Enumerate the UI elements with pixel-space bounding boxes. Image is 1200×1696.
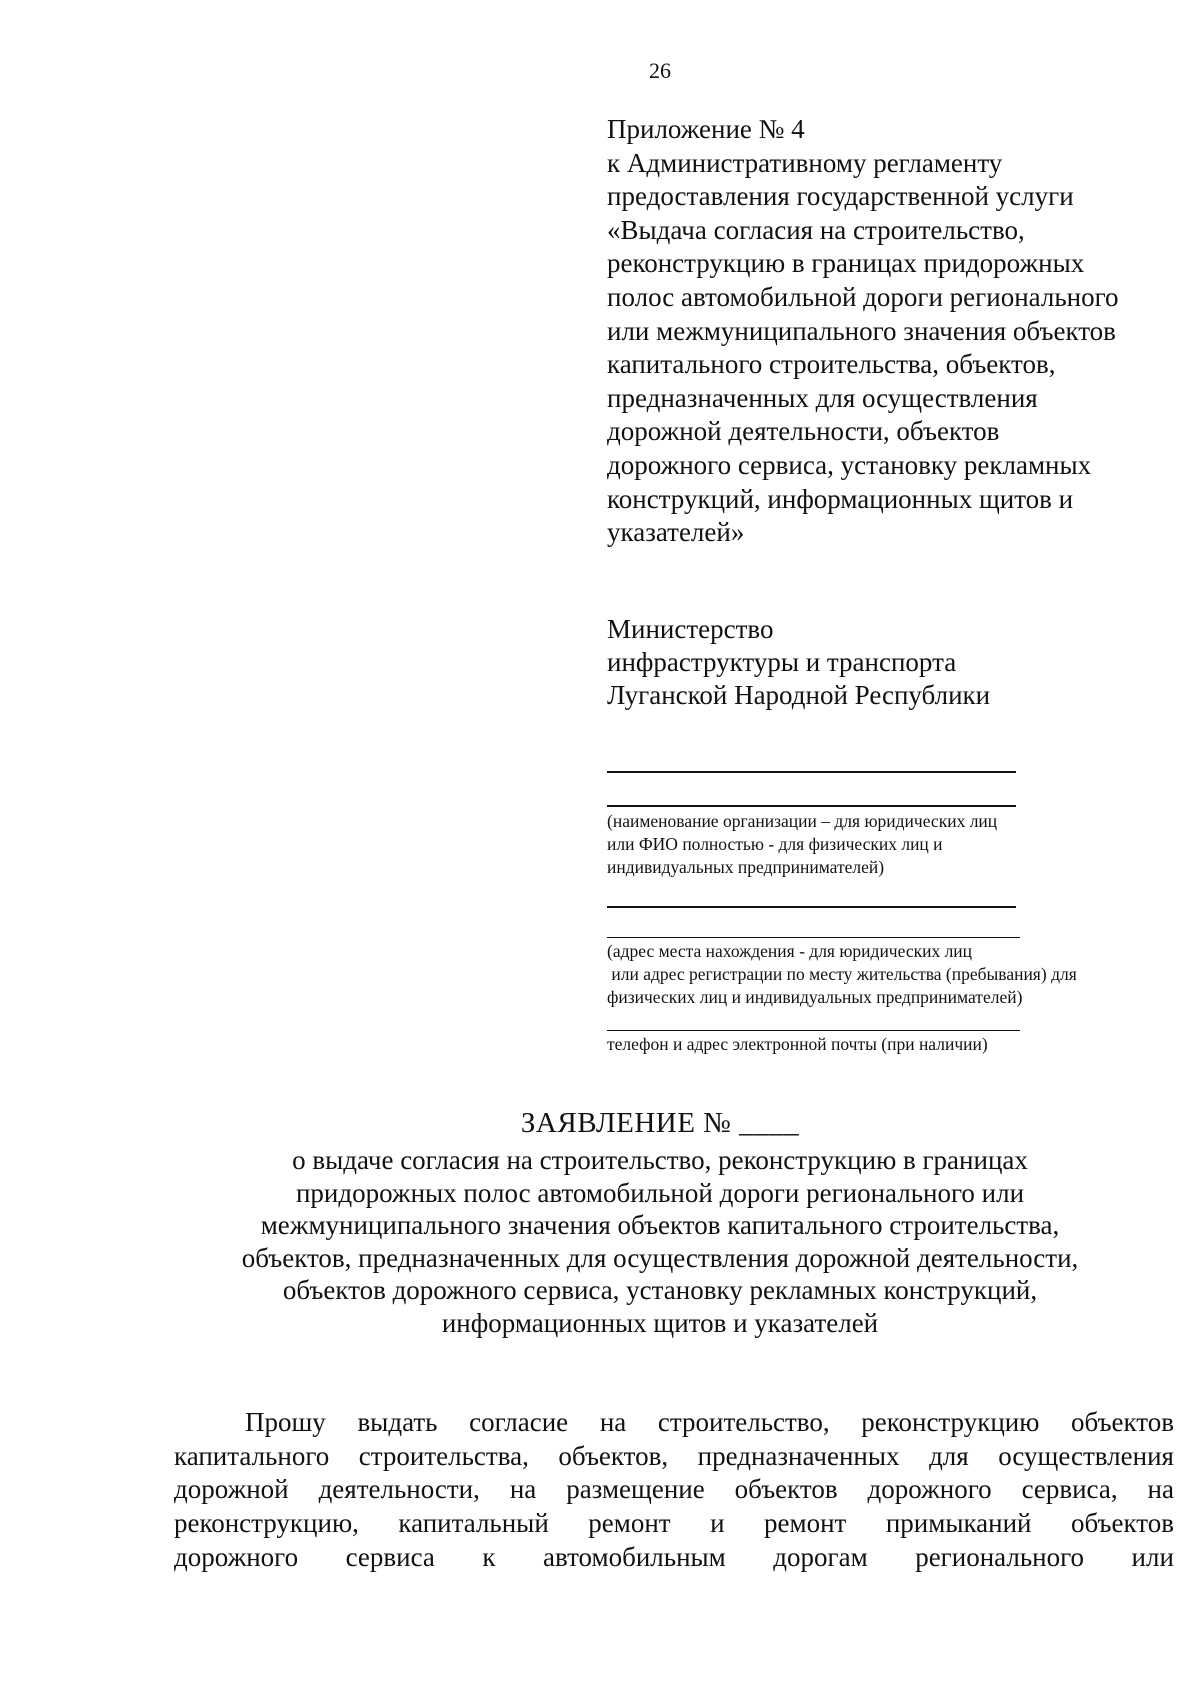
caption-line: индивидуальных предпринимателей) — [607, 857, 885, 877]
appendix-line: дорожного сервиса, установку рекламных — [607, 449, 1092, 480]
caption-line: или ФИО полностью - для физических лиц и — [607, 834, 943, 854]
word: объектов, — [558, 1440, 669, 1471]
caption-line: или адрес регистрации по месту жительства (пребывания) для — [607, 964, 1077, 984]
contact-blank-line[interactable] — [607, 1030, 1020, 1031]
appendix-line: капитального строительства, объектов, — [607, 349, 1056, 380]
word: размещение — [566, 1474, 705, 1505]
appendix-line: к Административному регламенту — [607, 147, 1003, 178]
appendix-line: дорожной деятельности, объектов — [607, 416, 1000, 447]
word: автомобильным — [543, 1541, 726, 1572]
appendix-line: Приложение № 4 — [607, 114, 805, 144]
caption-line: (адрес места нахождения - для юридических лиц — [607, 941, 973, 961]
word: выдать — [357, 1407, 438, 1437]
caption-line: физических лиц и индивидуальных предпринимателей) — [607, 987, 1023, 1007]
word: сервиса, — [1021, 1474, 1118, 1505]
paragraph-line — [174, 1473, 1174, 1507]
ministry-line: Луганской Народной Республики — [607, 680, 991, 710]
appendix-line: или межмуниципального значения объектов — [607, 315, 1116, 346]
word: деятельности, — [318, 1474, 480, 1505]
word: дорожного — [174, 1541, 299, 1572]
appendix-line: конструкций, информационных щитов и — [607, 483, 1074, 514]
word: предназначенных — [697, 1440, 900, 1471]
word: строительство, — [657, 1407, 830, 1437]
application-subtitle — [0, 1144, 1200, 1340]
appendix-line: указателей» — [607, 517, 745, 548]
word: для — [929, 1440, 969, 1471]
application-title: ЗАЯВЛЕНИЕ № ____ — [520, 1107, 800, 1139]
word: дорожной — [174, 1474, 289, 1505]
request-paragraph — [174, 1406, 1174, 1575]
ministry-addressee — [607, 613, 1167, 712]
word: к — [482, 1541, 496, 1572]
paragraph-line — [174, 1440, 1174, 1474]
organization-caption — [607, 810, 997, 879]
contact-caption: телефон и адрес электронной почты (при наличии) — [607, 1034, 988, 1054]
subtitle-line: информационных щитов и указателей — [441, 1307, 879, 1338]
appendix-line: полос автомобильной дороги регионального — [607, 281, 1119, 312]
word: ремонт — [764, 1508, 847, 1539]
organization-blank-line[interactable] — [607, 771, 1016, 773]
paragraph-line — [174, 1541, 1174, 1575]
appendix-line: реконструкцию в границах придорожных — [607, 248, 1085, 279]
word: примыканий — [885, 1508, 1032, 1539]
address-blank-line[interactable] — [607, 937, 1020, 938]
word: и — [710, 1508, 725, 1539]
word: или — [1131, 1541, 1174, 1572]
word: реконструкцию — [861, 1407, 1040, 1437]
appendix-line: предоставления государственной услуги — [607, 181, 1074, 212]
word: капитального — [174, 1440, 330, 1471]
word: регионального — [915, 1541, 1085, 1572]
ministry-line: инфраструктуры и транспорта — [607, 647, 957, 677]
caption-line: (наименование организации – для юридических лиц — [607, 811, 998, 831]
word: на — [1147, 1474, 1174, 1505]
word: на — [509, 1474, 537, 1505]
organization-blank-line[interactable] — [607, 805, 1016, 807]
ministry-line: Министерство — [607, 614, 774, 644]
paragraph-line — [174, 1507, 1174, 1541]
word: осуществления — [998, 1440, 1174, 1471]
word: строительства, — [358, 1440, 529, 1471]
word: согласие — [469, 1407, 569, 1437]
page-number: 26 — [649, 58, 671, 83]
word: дорожного — [867, 1474, 992, 1505]
appendix-line: предназначенных для осуществления — [607, 382, 1038, 413]
subtitle-line: объектов, предназначенных для осуществления дорожной деятельности, — [241, 1242, 1079, 1273]
subtitle-line: придорожных полос автомобильной дороги регионального или — [295, 1177, 1025, 1208]
appendix-line: «Выдача согласия на строительство, — [607, 214, 1025, 245]
word: Прошу — [245, 1407, 326, 1437]
word: дорогам — [773, 1541, 868, 1572]
word: сервиса — [345, 1541, 435, 1572]
address-blank-line[interactable] — [607, 906, 1016, 908]
word: на — [599, 1407, 627, 1437]
subtitle-line: о выдаче согласия на строительство, реконструкцию в границах — [292, 1145, 1028, 1175]
subtitle-line: объектов дорожного сервиса, установку рекламных конструкций, — [282, 1275, 1038, 1306]
subtitle-line: межмуниципального значения объектов капитального строительства, — [260, 1210, 1060, 1241]
appendix-header — [607, 113, 1167, 550]
word: реконструкцию, — [174, 1508, 359, 1539]
word: объектов — [1071, 1407, 1174, 1437]
paragraph-line — [174, 1406, 1174, 1440]
word: объектов — [734, 1474, 838, 1505]
word: объектов — [1070, 1508, 1174, 1539]
word: капитальный — [398, 1508, 549, 1539]
address-caption — [607, 940, 1077, 1009]
word: ремонт — [588, 1508, 671, 1539]
